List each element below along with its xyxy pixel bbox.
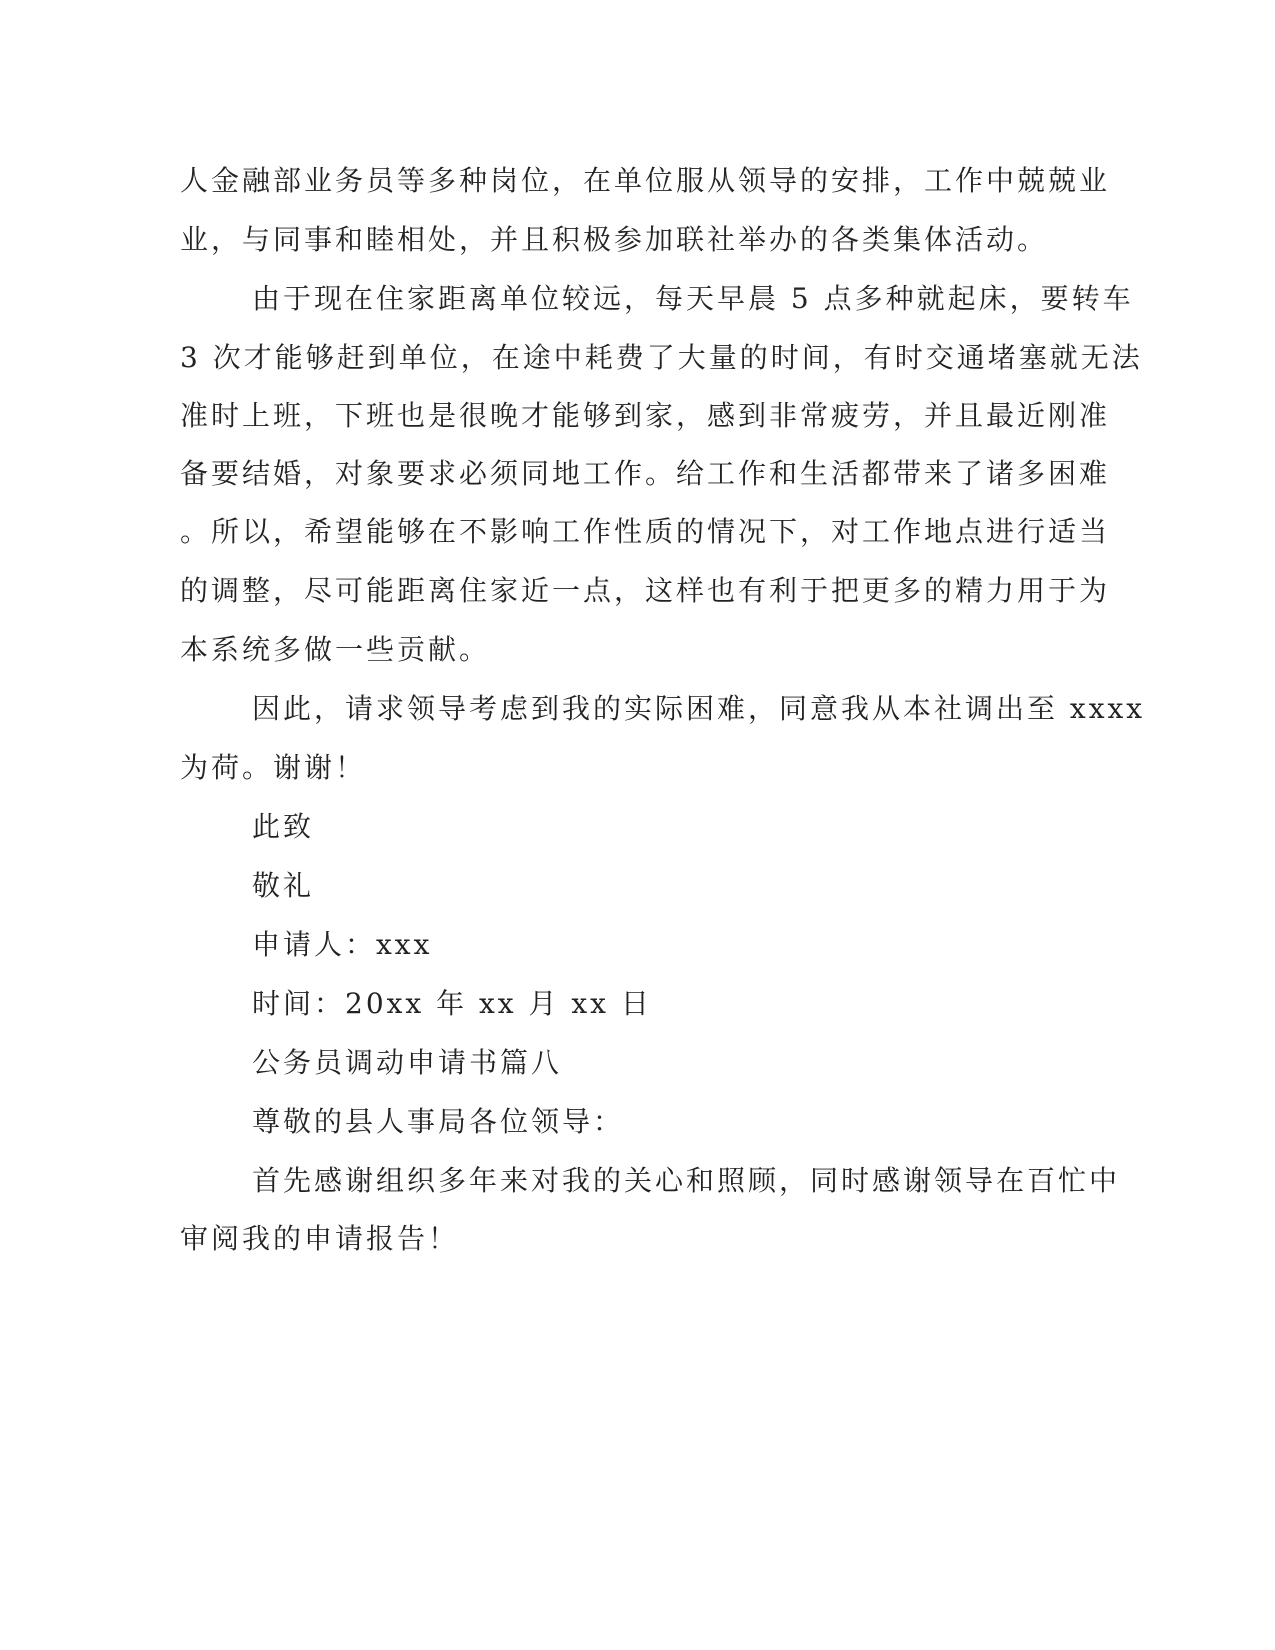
paragraph-line: 。所以，希望能够在不影响工作性质的情况下，对工作地点进行适当 (180, 515, 1111, 548)
paragraph-line: 首先感谢组织多年来对我的关心和照顾，同时感谢领导在百忙中 (252, 1164, 1121, 1197)
paragraph-line: 准时上班，下班也是很晚才能够到家，感到非常疲劳，并且最近刚准 (180, 399, 1111, 432)
paragraph-line: 因此，请求领导考虑到我的实际困难，同意我从本社调出至 xxxx (252, 692, 1146, 725)
paragraph-line: 业，与同事和睦相处，并且积极参加联社举办的各类集体活动。 (180, 223, 1049, 256)
section-title: 公务员调动申请书篇八 (252, 1046, 563, 1079)
paragraph-line: 审阅我的申请报告！ (180, 1222, 460, 1255)
closing-salutation: 此致 (252, 810, 315, 843)
paragraph-line: 本系统多做一些贡献。 (180, 633, 491, 666)
date-line: 时间：20xx 年 xx 月 xx 日 (252, 987, 652, 1020)
paragraph-line: 备要结婚，对象要求必须同地工作。给工作和生活都带来了诸多困难 (180, 457, 1111, 490)
greeting-line: 尊敬的县人事局各位领导： (252, 1105, 625, 1138)
paragraph-line: 为荷。谢谢！ (180, 751, 367, 784)
paragraph-line: 的调整，尽可能距离住家近一点，这样也有利于把更多的精力用于为 (180, 574, 1111, 607)
paragraph-line: 由于现在住家距离单位较远，每天早晨 5 点多种就起床，要转车 (252, 282, 1134, 315)
paragraph-line: 3 次才能够赶到单位，在途中耗费了大量的时间，有时交通堵塞就无法 (180, 341, 1143, 374)
paragraph-line: 人金融部业务员等多种岗位，在单位服从领导的安排，工作中兢兢业 (180, 164, 1111, 197)
closing-regards: 敬礼 (252, 869, 315, 902)
applicant-line: 申请人：xxx (252, 928, 433, 961)
